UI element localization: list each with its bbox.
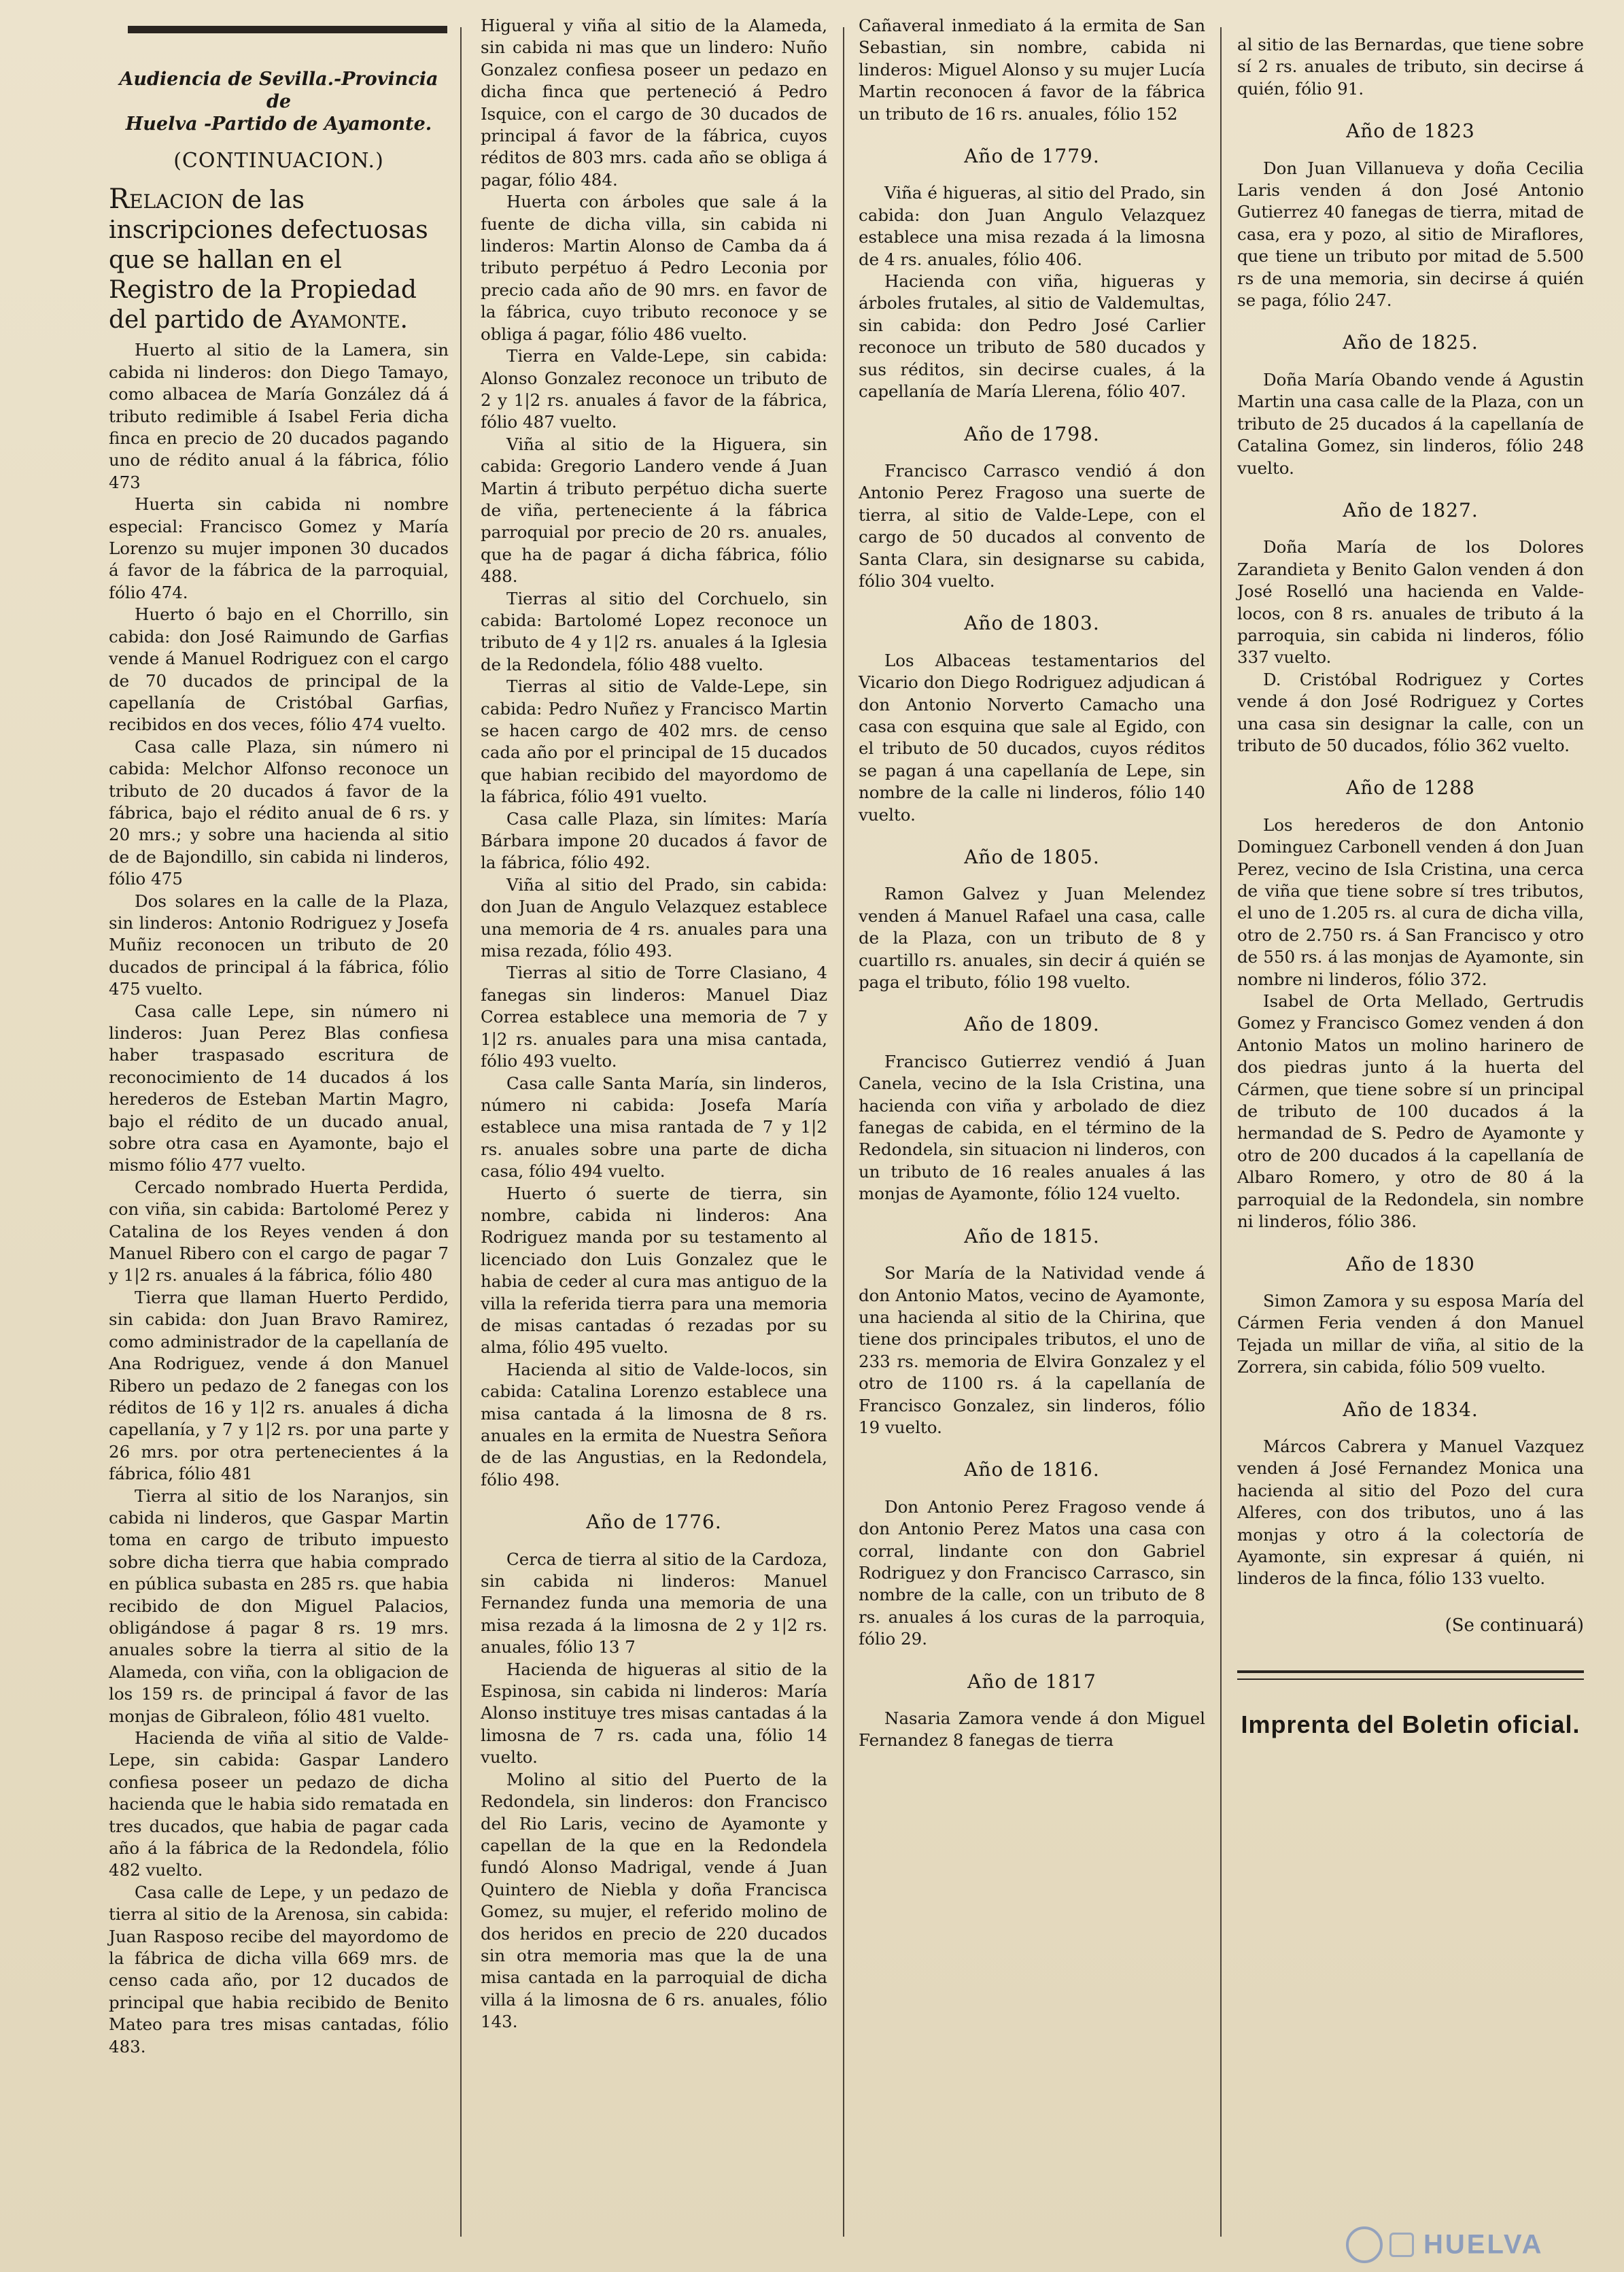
register-entry: Huerto al sitio de la Lamera, sin cabida ni linderos: don Diego Tamayo, como albacea de María González dá á tributo redimible á Isabel Feria dicha finca en precio de 20 ducados pagando uno de rédito anual á la fábrica, fólio 473 [109,340,449,492]
entries-1816 [859,1496,1205,1651]
year-heading: Año de 1817 [967,1670,1096,1693]
year-heading: Año de 1776. [586,1511,722,1534]
entries-1779 [859,182,1205,402]
register-entry: Ramon Galvez y Juan Melendez venden á Manuel Rafael una casa, calle de la Plaza, con un tributo de 8 y cuartillo rs. anuales, sin decir á quién se paga el tributo, fólio 198 vuelto. [859,884,1205,993]
year-heading: Año de 1834. [1343,1398,1479,1421]
register-entry: Cañaveral inmediato á la ermita de San Sebastian, sin nombre, cabida ni linderos: Miguel Alonso y su mujer Lucía Martin reconocen á favor de la fábrica un tributo de 16 rs. anuales, fólio 152 [859,16,1205,124]
register-entry: Don Antonio Perez Fragoso vende á don Antonio Perez Matos una casa con corral, lindante con don Gabriel Rodriguez y don Francisco Carrasco, sin nombre de la calle, con un tributo de 8 rs. anuales á los curas de la parroquia, fólio 29. [859,1496,1205,1649]
year-heading: Año de 1830 [1346,1252,1475,1275]
year-heading: Año de 1827. [1343,498,1479,521]
header-location [109,68,449,135]
entries-1823 [1237,158,1584,312]
entries-1834 [1237,1436,1584,1590]
footer-rule-thin [1237,1679,1584,1680]
printer-imprint: Imprenta del Boletin oficial. [1241,1710,1580,1739]
register-entry: Tierra que llaman Huerto Perdido, sin cabida: don Juan Bravo Ramirez, como administrador de la capellanía de Ana Rodriguez, vende á don Manuel Ribero un pedazo de 2 fanegas con los réditos de 16 y 1|2 rs. anuales á dicha capellanía, y 7 y 1|2 rs. por una parte y 26 mrs. por otra pertenecientes á la fábrica, fólio 481 [109,1287,449,1484]
continuation-heading: (CONTINUACION.) [173,149,384,173]
year-heading: Año de 1809. [964,1013,1100,1036]
column-separator [843,27,844,2237]
year-heading: Año de 1825. [1343,331,1479,354]
column-1 [109,41,449,2058]
year-heading: Año de 1779. [964,145,1100,168]
register-entry: Cerca de tierra al sitio de la Cardoza, sin cabida ni linderos: Manuel Fernandez funda una memoria de una misa rezada á la limosna de 2 y 1|2 rs. anuales, fólio 13 7 [481,1549,827,1657]
column-2-entries [481,15,827,1491]
register-entry: Casa calle Lepe, sin número ni linderos: Juan Perez Blas confiesa haber traspasado escritura de reconocimiento de 14 ducados á los herederos de Esteban Martin Magro, bajo el rédito de un ducado anual, sobre otra casa en Ayamonte, bajo el mismo fólio 477 vuelto. [109,1001,449,1175]
header-rule [128,26,447,33]
column-2-entries-1776 [481,1549,827,2033]
register-entry: Los Albaceas testamentarios del Vicario don Diego Rodriguez adjudican á don Antonio Norverto Camacho una casa con esquina que sale al Egido, con el tributo de 50 ducados, cuyos réditos se pagan á una capellanía de Lepe, sin nombre de la calle ni linderos, fólio 140 vuelto. [859,650,1205,825]
entries-1825 [1237,369,1584,479]
register-entry: Tierra al sitio de los Naranjos, sin cabida ni linderos, que Gaspar Martin toma en cargo de tributo impuesto sobre dicha tierra que habia comprado en pública subasta en 285 rs. que habia recibido de don Miguel Palacios, obligándose á pagar 8 rs. 19 mrs. anuales sobre la tierra al sitio de la Alameda, con viña, con la obligacion de los 159 rs. de principal á favor de las monjas de Gibraleon, fólio 481 vuelto. [109,1485,449,1726]
year-heading: Año de 1798. [964,422,1100,445]
year-heading: Año de 1815. [964,1224,1100,1247]
register-entry: Huerta sin cabida ni nombre especial: Francisco Gomez y María Lorenzo su mujer imponen 30 ducados á favor de la fábrica de la parroquial, fólio 474. [109,494,449,602]
register-entry: Huerta con árboles que sale á la fuente de dicha villa, sin cabida ni linderos: Martin Alonso de Camba da á tributo perpétuo á Pedro Leconia por precio cada año de 90 mrs. en favor de la fábrica, cuyo tributo reconoce y se obliga á pagar, fólio 486 vuelto. [481,192,827,344]
column-separator [460,27,462,2237]
register-entry: Hacienda al sitio de Valde-locos, sin cabida: Catalina Lorenzo establece una misa cantada á la limosna de 8 rs. anuales en la ermita de Nuestra Señora de de las Angustias, en la Redondela, fólio 498. [481,1359,827,1490]
register-entry: Hacienda de higueras al sitio de la Espinosa, sin cabida ni linderos: María Alonso instituye tres misas cantadas á la limosna de 7 rs. cada una, fólio 14 vuelto. [481,1659,827,1768]
register-entry: Don Juan Villanueva y doña Cecilia Laris venden á don José Antonio Gutierrez 40 fanegas de tierra, mitad de casa, era y pozo, al sitio de Miraflores, que tiene un tributo por mitad de 5.500 rs de una memoria, sin decirse á quién se paga, fólio 247. [1237,158,1584,311]
register-entry: Francisco Gutierrez vendió á Juan Canela, vecino de la Isla Cristina, una hacienda con viña y arbolado de diez fanegas de cabida, en el término de la Redondela, sin situacion ni linderos, con un tributo de 16 reales anuales á las monjas de Ayamonte, fólio 124 vuelto. [859,1051,1205,1204]
register-entry: Doña María de los Dolores Zarandieta y Benito Galon venden á don José Roselló una hacienda en Valde-locos, con 8 rs. anuales de tributo á la parroquia, sin cabida ni linderos, fólio 337 vuelto. [1237,537,1584,668]
register-entry: Huerto ó suerte de tierra, sin nombre, cabida ni linderos: Ana Rodriguez manda por su testamento al licenciado don Luis Gonzalez que le habia de ceder al cura mas antiguo de la villa la referida tierra para una memoria de misas cantadas ó rezadas por su alma, fólio 495 vuelto. [481,1183,827,1358]
continued-note: (Se continuará) [1445,1615,1584,1636]
register-entry: Tierras al sitio del Corchuelo, sin cabida: Bartolomé Lopez reconoce un tributo de 4 y 1|2 rs. anuales á la Iglesia de la Redondela, fólio 488 vuelto. [481,588,827,674]
title-place: Ayamonte. [290,306,408,334]
column-separator [1220,27,1222,2237]
document-title [109,184,449,335]
entries-1798 [859,460,1205,592]
register-entry: Huerto ó bajo en el Chorrillo, sin cabida: don José Raimundo de Garfias vende á Manuel Rodriguez con el cargo de 70 ducados de principal de la capellanía de Cristóbal Garfias, recibidos en dos veces, fólio 474 vuelto. [109,604,449,735]
register-entry: D. Cristóbal Rodriguez y Cortes vende á don José Rodriguez y Cortes una casa sin designar la calle, con un tributo de 50 ducados, fólio 362 vuelto. [1237,669,1584,755]
register-entry: Casa calle Plaza, sin número ni cabida: Melchor Alfonso reconoce un tributo de 20 ducados á favor de la fábrica, bajo el rédito anual de 6 rs. y 20 mrs.; y sobre una hacienda al sitio de de Bajondillo, sin cabida ni linderos, fólio 475 [109,736,449,889]
column-4-entries [1237,34,1584,100]
register-entry: al sitio de las Bernardas, que tiene sobre sí 2 rs. anuales de tributo, sin decirse á quién, fólio 91. [1237,35,1584,99]
register-entry: Los herederos de don Antonio Dominguez Carbonell venden á don Juan Perez, vecino de Isla Cristina, una cerca de viña que tiene sobre sí tres tributos, el uno de 1.205 rs. al cura de dicha villa, otro de 2.750 rs. á San Francisco y otro de 550 rs. á las monjas de Ayamonte, sin nombre ni linderos, fólio 372. [1237,814,1584,989]
year-heading: Año de 1823 [1346,120,1475,143]
register-entry: Cercado nombrado Huerta Perdida, con viña, sin cabida: Bartolomé Perez y Catalina de los Reyes venden á don Manuel Ribero con el cargo de pagar 7 y 1|2 rs. anuales á la fábrica, fólio 480 [109,1177,449,1286]
entries-1830 [1237,1290,1584,1379]
library-stamp [1346,2226,1611,2264]
register-entry: Tierras al sitio de Valde-Lepe, sin cabida: Pedro Nuñez y Francisco Martin se hacen cargo de 402 mrs. de censo cada año por el principal de 15 ducados que habian recibido del mayordomo de la fábrica, fólio 491 vuelto. [481,676,827,807]
column-4 [1237,34,1585,1739]
register-entry: Simon Zamora y su esposa María del Cármen Feria venden á don Manuel Tejada un millar de viña, al sitio de la Zorrera, sin cabida, fólio 509 vuelto. [1237,1290,1584,1377]
register-entry: Isabel de Orta Mellado, Gertrudis Gomez y Francisco Gomez venden á don Antonio Matos un molino harinero de dos piedras junto á la huerta del Cármen, que tiene sobre sí un principal de tributo de 100 ducados á la hermandad de S. Pedro de Ayamonte y otro de 200 ducados á la capellanía de Albaro Romero, y otro de 80 á la parroquial de la Redondela, sin nombre ni linderos, fólio 386. [1237,991,1584,1232]
column-3-entries [859,15,1205,125]
entries-1805 [859,883,1205,993]
column-3 [859,15,1205,1752]
entries-1827 [1237,536,1584,757]
register-entry: Tierras al sitio de Torre Clasiano, 4 fanegas sin linderos: Manuel Diaz Correa establece una memoria de 7 y 1|2 rs. anuales para una misa cantada, fólio 493 vuelto. [481,963,827,1071]
register-entry: Dos solares en la calle de la Plaza, sin linderos: Antonio Rodriguez y Josefa Muñiz reconocen un tributo de 20 ducados de principal á la fábrica, fólio 475 vuelto. [109,891,449,999]
stamp-circle-icon [1346,2226,1383,2263]
register-entry: Casa calle Santa María, sin linderos, número ni cabida: Josefa María establece una misa rantada de 7 y 1|2 rs. anuales sobre una parte de dicha casa, fólio 494 vuelto. [481,1073,827,1182]
header-location-line: Audiencia de Sevilla.-Provincia de [119,69,438,112]
year-heading: Año de 1805. [964,846,1100,868]
register-entry: Francisco Carrasco vendió á don Antonio Perez Fragoso una suerte de tierra, al sitio de Valde-Lepe, con el cargo de 50 ducados al convento de Santa Clara, sin designarse su cabida, fólio 304 vuelto. [859,460,1205,591]
register-entry: Hacienda con viña, higueras y árboles frutales, al sitio de Valdemultas, sin cabida: don Pedro José Carlier reconoce un tributo de 580 ducados y sus réditos, sin decirse cuales, á la capellanía de María Llerena, fólio 407. [859,271,1205,402]
stamp-text: HUELVA [1423,2229,1544,2260]
register-entry: Hacienda de viña al sitio de Valde-Lepe, sin cabida: Gaspar Landero confiesa poseer un pedazo de dicha hacienda que le habia sido rematada en tres ducados, que habia de pagar cada año á la fábrica de la Redondela, fólio 482 vuelto. [109,1728,449,1880]
stamp-square-icon [1389,2233,1414,2257]
year-heading: Año de 1288 [1346,776,1475,799]
register-entry: Viña é higueras, al sitio del Prado, sin cabida: don Juan Angulo Velazquez establece una misa rezada á la limosna de 4 rs. anuales, fólio 406. [859,183,1205,269]
register-entry: Márcos Cabrera y Manuel Vazquez venden á José Fernandez Monica una hacienda al sitio del Pozo del cura Alferes, con dos tributos, uno á las monjas y otro á la colectoría de Ayamonte, sin expresar á quién, ni linderos de la finca, fólio 133 vuelto. [1237,1436,1584,1589]
register-entry: Nasaria Zamora vende á don Miguel Fernandez 8 fanegas de tierra [859,1708,1205,1751]
register-entry: Sor María de la Natividad vende á don Antonio Matos, vecino de Ayamonte, una hacienda al sitio de la Chirina, que tiene dos principales tributos, el uno de 233 rs. memoria de Elvira Gonzalez y el otro de 1100 rs. á la capellanía de Francisco Gonzalez, sin linderos, fólio 19 vuelto. [859,1263,1205,1437]
entries-1817 [859,1708,1205,1752]
column-2 [481,15,827,2033]
year-heading: Año de 1816. [964,1458,1100,1481]
entries-1288 [1237,814,1584,1233]
register-entry: Viña al sitio de la Higuera, sin cabida: Gregorio Landero vende á Juan Martin á tributo perpétuo dicha suerte de viña, perteneciente á la fábrica parroquial por precio de 20 rs. anuales, que ha de pagar á dicha fábrica, fólio 488. [481,434,827,587]
register-entry: Molino al sitio del Puerto de la Redondela, sin linderos: don Francisco del Rio Laris, vecino de Ayamonte y capellan de la que en la Redondela fundó Alonso Madrigal, vende á Juan Quintero de Niebla y doña Francisca Gomez, su mujer, el referido molino de dos heridos en precio de 220 ducados sin otra memoria mas que la de una misa cantada en la parroquial de dicha villa á la limosna de 6 rs. anuales, fólio 143. [481,1769,827,2032]
column-1-entries [109,339,449,2058]
register-entry: Tierra en Valde-Lepe, sin cabida: Alonso Gonzalez reconoce un tributo de 2 y 1|2 rs. anuales á favor de la fábrica, fólio 487 vuelto. [481,346,827,432]
entries-1815 [859,1262,1205,1439]
title-text: de las inscripciones defectuosas que se hallan en el Registro de la Propiedad del partido de [109,186,428,334]
register-entry: Doña María Obando vende á Agustin Martin una casa calle de la Plaza, con un tributo de 25 ducados á la capellanía de Catalina Gomez, sin linderos, fólio 248 vuelto. [1237,369,1585,478]
register-entry: Casa calle de Lepe, y un pedazo de tierra al sitio de la Arenosa, sin cabida: Juan Rasposo recibe del mayordomo de la fábrica de dicha villa 669 mrs. de censo cada año, por 12 ducados de principal que habia recibido de Benito Mateo para tres misas cantadas, fólio 483. [109,1882,449,2056]
entries-1803 [859,650,1205,826]
register-entry: Casa calle Plaza, sin límites: María Bárbara impone 20 ducados á favor de la fábrica, fólio 492. [481,808,827,873]
register-entry: Higueral y viña al sitio de la Alameda, sin cabida ni mas que un lindero: Nuño Gonzalez confiesa poseer un pedazo en dicha finca que perteneció á Pedro Isquice, con el cargo de 30 ducados de principal á favor de la fábrica, cuyos réditos de 803 mrs. cada año se obliga á pagar, fólio 484. [481,16,827,190]
title-first-word: Relacion [109,184,224,216]
header-location-line: Huelva -Partido de Ayamonte. [125,114,432,135]
footer-rule [1237,1670,1584,1673]
year-heading: Año de 1803. [964,612,1100,635]
register-entry: Viña al sitio del Prado, sin cabida: don Juan de Angulo Velazquez establece una memoria de 4 rs. anuales para una misa rezada, fólio 493. [481,874,827,961]
entries-1809 [859,1051,1205,1205]
